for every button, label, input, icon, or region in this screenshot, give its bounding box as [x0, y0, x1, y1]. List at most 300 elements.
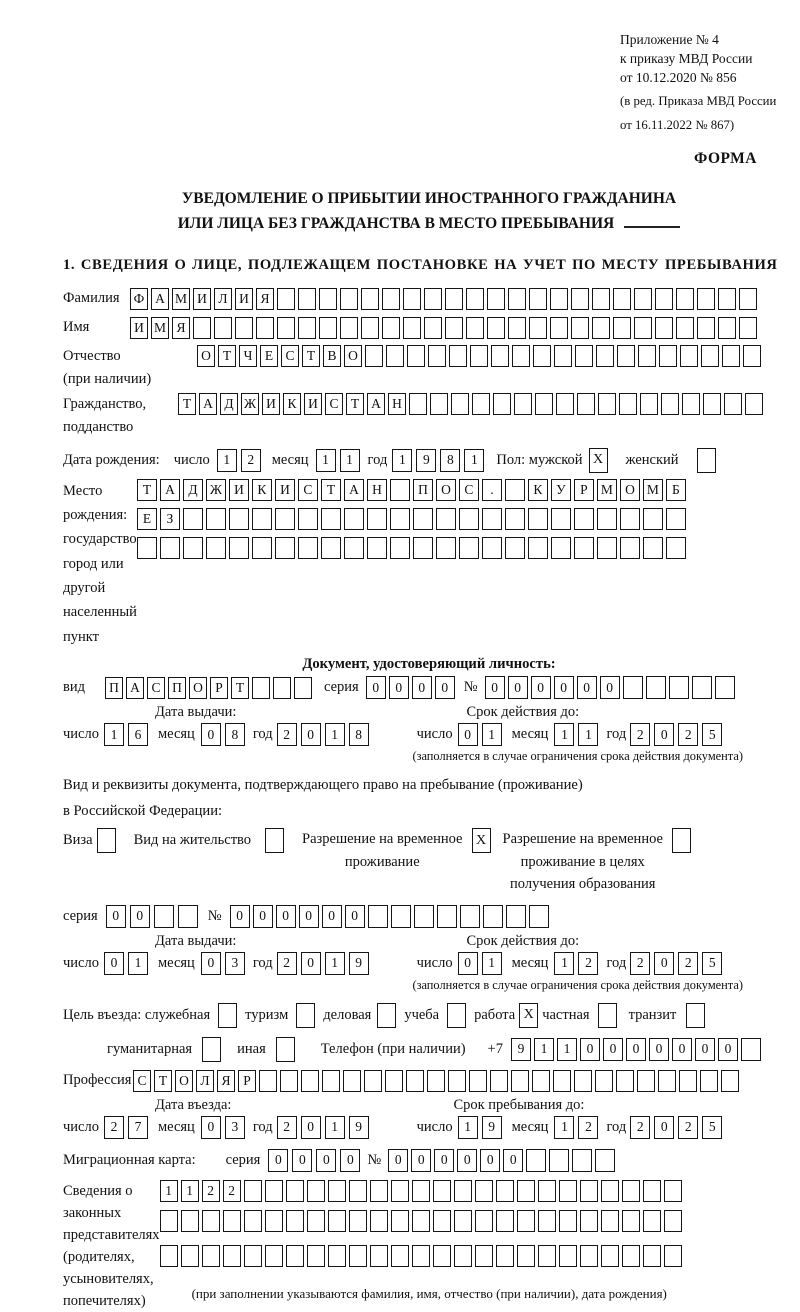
birth-place-char-box[interactable] — [597, 508, 617, 530]
patronymic-char-box[interactable] — [617, 345, 635, 367]
representative-char-box[interactable] — [307, 1180, 325, 1202]
doc-issue-year-box[interactable]: 0 — [301, 723, 321, 746]
citizenship-char-box[interactable] — [514, 393, 532, 415]
birth-place-char-box[interactable]: Ж — [206, 479, 226, 501]
birth-place-char-box[interactable] — [390, 479, 410, 501]
birth-place-char-box[interactable]: Д — [183, 479, 203, 501]
birth-place-char-box[interactable]: М — [643, 479, 663, 501]
representative-char-box[interactable]: 2 — [202, 1180, 220, 1202]
representative-char-box[interactable] — [349, 1210, 367, 1232]
given-name-char-box[interactable] — [697, 317, 715, 339]
migration-number-box[interactable] — [549, 1149, 569, 1172]
surname-char-box[interactable] — [361, 288, 379, 310]
phone-digit-box[interactable]: 0 — [649, 1038, 669, 1061]
representative-char-box[interactable] — [328, 1245, 346, 1267]
representative-char-box[interactable] — [664, 1210, 682, 1232]
birth-place-char-box[interactable]: О — [620, 479, 640, 501]
phone-digit-box[interactable]: 9 — [511, 1038, 531, 1061]
permit-number-box[interactable]: 0 — [322, 905, 342, 928]
birth-place-char-box[interactable] — [597, 537, 617, 559]
profession-char-box[interactable] — [259, 1070, 277, 1092]
representative-char-box[interactable] — [391, 1245, 409, 1267]
citizenship-char-box[interactable]: Т — [178, 393, 196, 415]
representative-char-box[interactable] — [538, 1210, 556, 1232]
permit-expiry-year-box[interactable]: 0 — [654, 952, 674, 975]
doc-type-char-box[interactable]: Т — [231, 677, 249, 699]
birth-place-char-box[interactable]: К — [528, 479, 548, 501]
citizenship-char-box[interactable] — [430, 393, 448, 415]
migration-series-box[interactable]: 0 — [268, 1149, 288, 1172]
migration-number-box[interactable]: 0 — [388, 1149, 408, 1172]
permit-number-box[interactable] — [529, 905, 549, 928]
doc-number-box[interactable] — [715, 676, 735, 699]
profession-char-box[interactable] — [574, 1070, 592, 1092]
birth-place-char-box[interactable] — [390, 537, 410, 559]
given-name-char-box[interactable] — [634, 317, 652, 339]
permit-number-box[interactable] — [437, 905, 457, 928]
representative-char-box[interactable] — [475, 1180, 493, 1202]
surname-char-box[interactable] — [508, 288, 526, 310]
given-name-char-box[interactable]: М — [151, 317, 169, 339]
permit-expiry-day-box[interactable]: 0 — [458, 952, 478, 975]
migration-number-box[interactable] — [572, 1149, 592, 1172]
birth-place-char-box[interactable] — [574, 537, 594, 559]
birth-place-char-box[interactable] — [505, 479, 525, 501]
profession-char-box[interactable]: Я — [217, 1070, 235, 1092]
citizenship-char-box[interactable] — [724, 393, 742, 415]
birth-place-char-box[interactable] — [482, 537, 502, 559]
given-name-char-box[interactable] — [256, 317, 274, 339]
surname-char-box[interactable] — [298, 288, 316, 310]
given-name-char-box[interactable]: И — [130, 317, 148, 339]
migration-series-box[interactable]: 0 — [316, 1149, 336, 1172]
representative-char-box[interactable] — [580, 1210, 598, 1232]
birth-place-char-box[interactable]: И — [229, 479, 249, 501]
birth-place-char-box[interactable]: С — [459, 479, 479, 501]
birth-year-box[interactable]: 8 — [440, 449, 460, 472]
doc-issue-month-box[interactable]: 8 — [225, 723, 245, 746]
migration-number-box[interactable]: 0 — [434, 1149, 454, 1172]
surname-char-box[interactable] — [319, 288, 337, 310]
surname-char-box[interactable] — [634, 288, 652, 310]
birth-place-char-box[interactable] — [206, 508, 226, 530]
patronymic-char-box[interactable] — [659, 345, 677, 367]
permit-issue-day-box[interactable]: 0 — [104, 952, 124, 975]
birth-place-char-box[interactable] — [183, 537, 203, 559]
doc-type-char-box[interactable]: А — [126, 677, 144, 699]
permit-expiry-year-box[interactable]: 2 — [678, 952, 698, 975]
representative-char-box[interactable] — [622, 1210, 640, 1232]
birth-place-char-box[interactable] — [436, 537, 456, 559]
migration-number-box[interactable]: 0 — [480, 1149, 500, 1172]
profession-char-box[interactable] — [553, 1070, 571, 1092]
citizenship-char-box[interactable] — [451, 393, 469, 415]
doc-series-box[interactable]: 0 — [435, 676, 455, 699]
citizenship-char-box[interactable]: К — [283, 393, 301, 415]
given-name-char-box[interactable] — [277, 317, 295, 339]
birth-place-char-box[interactable] — [505, 508, 525, 530]
doc-type-char-box[interactable]: П — [168, 677, 186, 699]
representative-char-box[interactable] — [475, 1210, 493, 1232]
doc-expiry-year-box[interactable]: 5 — [702, 723, 722, 746]
representative-char-box[interactable] — [391, 1180, 409, 1202]
profession-char-box[interactable]: Т — [154, 1070, 172, 1092]
doc-issue-year-box[interactable]: 1 — [325, 723, 345, 746]
doc-number-box[interactable] — [692, 676, 712, 699]
permit-series-box[interactable] — [154, 905, 174, 928]
birth-year-box[interactable]: 1 — [464, 449, 484, 472]
birth-place-char-box[interactable] — [183, 508, 203, 530]
citizenship-char-box[interactable]: А — [367, 393, 385, 415]
representative-char-box[interactable] — [454, 1210, 472, 1232]
birth-place-char-box[interactable] — [206, 537, 226, 559]
stay-until-year-box[interactable]: 2 — [678, 1116, 698, 1139]
patronymic-char-box[interactable] — [554, 345, 572, 367]
birth-place-char-box[interactable] — [666, 537, 686, 559]
doc-expiry-year-box[interactable]: 2 — [630, 723, 650, 746]
representative-char-box[interactable] — [286, 1245, 304, 1267]
profession-char-box[interactable] — [469, 1070, 487, 1092]
representative-char-box[interactable] — [601, 1245, 619, 1267]
doc-series-box[interactable]: 0 — [412, 676, 432, 699]
migration-number-box[interactable]: 0 — [457, 1149, 477, 1172]
representative-char-box[interactable] — [433, 1180, 451, 1202]
birth-place-char-box[interactable]: Е — [137, 508, 157, 530]
representative-char-box[interactable] — [265, 1180, 283, 1202]
representative-char-box[interactable] — [454, 1245, 472, 1267]
profession-char-box[interactable] — [427, 1070, 445, 1092]
given-name-char-box[interactable] — [739, 317, 757, 339]
permit-number-box[interactable] — [483, 905, 503, 928]
profession-char-box[interactable] — [637, 1070, 655, 1092]
migration-number-box[interactable]: 0 — [503, 1149, 523, 1172]
doc-number-box[interactable] — [669, 676, 689, 699]
citizenship-char-box[interactable] — [745, 393, 763, 415]
representative-char-box[interactable] — [160, 1210, 178, 1232]
permit-issue-day-box[interactable]: 1 — [128, 952, 148, 975]
other-checkbox[interactable] — [276, 1037, 295, 1062]
representative-char-box[interactable] — [223, 1245, 241, 1267]
doc-type-char-box[interactable] — [252, 677, 270, 699]
given-name-char-box[interactable] — [508, 317, 526, 339]
representative-char-box[interactable] — [370, 1210, 388, 1232]
profession-char-box[interactable] — [700, 1070, 718, 1092]
birth-place-char-box[interactable] — [482, 508, 502, 530]
representative-char-box[interactable] — [517, 1180, 535, 1202]
representative-char-box[interactable]: 2 — [223, 1180, 241, 1202]
surname-char-box[interactable] — [466, 288, 484, 310]
patronymic-char-box[interactable]: О — [197, 345, 215, 367]
doc-type-char-box[interactable] — [273, 677, 291, 699]
given-name-char-box[interactable] — [193, 317, 211, 339]
representative-char-box[interactable] — [391, 1210, 409, 1232]
profession-char-box[interactable] — [343, 1070, 361, 1092]
surname-char-box[interactable] — [550, 288, 568, 310]
birth-place-char-box[interactable] — [275, 537, 295, 559]
profession-char-box[interactable] — [490, 1070, 508, 1092]
birth-place-char-box[interactable] — [528, 537, 548, 559]
patronymic-char-box[interactable]: В — [323, 345, 341, 367]
birth-day-box[interactable]: 1 — [217, 449, 237, 472]
given-name-char-box[interactable] — [655, 317, 673, 339]
given-name-char-box[interactable] — [571, 317, 589, 339]
birth-place-char-box[interactable] — [459, 508, 479, 530]
doc-expiry-year-box[interactable]: 0 — [654, 723, 674, 746]
doc-number-box[interactable]: 0 — [531, 676, 551, 699]
representative-char-box[interactable] — [580, 1245, 598, 1267]
migration-series-box[interactable]: 0 — [292, 1149, 312, 1172]
birth-place-char-box[interactable] — [551, 537, 571, 559]
female-checkbox[interactable] — [697, 448, 716, 473]
entry-day-box[interactable]: 7 — [128, 1116, 148, 1139]
representative-char-box[interactable] — [286, 1180, 304, 1202]
representative-char-box[interactable] — [265, 1210, 283, 1232]
work-checkbox[interactable]: X — [519, 1003, 538, 1028]
birth-place-char-box[interactable]: С — [298, 479, 318, 501]
birth-place-char-box[interactable] — [643, 537, 663, 559]
given-name-char-box[interactable] — [235, 317, 253, 339]
patronymic-char-box[interactable]: Ч — [239, 345, 257, 367]
profession-char-box[interactable] — [322, 1070, 340, 1092]
birth-place-char-box[interactable] — [275, 508, 295, 530]
given-name-char-box[interactable]: Я — [172, 317, 190, 339]
surname-char-box[interactable] — [529, 288, 547, 310]
representative-char-box[interactable] — [412, 1180, 430, 1202]
given-name-char-box[interactable] — [529, 317, 547, 339]
representative-char-box[interactable]: 1 — [160, 1180, 178, 1202]
citizenship-char-box[interactable] — [472, 393, 490, 415]
phone-digit-box[interactable]: 0 — [580, 1038, 600, 1061]
birth-place-char-box[interactable]: И — [275, 479, 295, 501]
given-name-char-box[interactable] — [319, 317, 337, 339]
given-name-char-box[interactable] — [676, 317, 694, 339]
doc-type-char-box[interactable]: Р — [210, 677, 228, 699]
stay-until-month-box[interactable]: 2 — [578, 1116, 598, 1139]
surname-char-box[interactable]: М — [172, 288, 190, 310]
doc-number-box[interactable]: 0 — [554, 676, 574, 699]
representative-char-box[interactable] — [244, 1245, 262, 1267]
birth-place-char-box[interactable] — [413, 508, 433, 530]
given-name-char-box[interactable] — [298, 317, 316, 339]
representative-char-box[interactable] — [433, 1245, 451, 1267]
representative-char-box[interactable] — [244, 1210, 262, 1232]
permit-expiry-year-box[interactable]: 5 — [702, 952, 722, 975]
surname-char-box[interactable] — [592, 288, 610, 310]
representative-char-box[interactable] — [538, 1180, 556, 1202]
citizenship-char-box[interactable] — [619, 393, 637, 415]
representative-char-box[interactable] — [517, 1245, 535, 1267]
surname-char-box[interactable] — [340, 288, 358, 310]
birth-place-char-box[interactable] — [229, 537, 249, 559]
citizenship-char-box[interactable] — [535, 393, 553, 415]
representative-char-box[interactable] — [538, 1245, 556, 1267]
profession-char-box[interactable]: Р — [238, 1070, 256, 1092]
phone-digit-box[interactable]: 1 — [557, 1038, 577, 1061]
given-name-char-box[interactable] — [592, 317, 610, 339]
birth-place-char-box[interactable]: Н — [367, 479, 387, 501]
birth-place-char-box[interactable]: У — [551, 479, 571, 501]
representative-char-box[interactable] — [370, 1245, 388, 1267]
given-name-char-box[interactable] — [550, 317, 568, 339]
doc-expiry-day-box[interactable]: 0 — [458, 723, 478, 746]
business-checkbox[interactable] — [377, 1003, 396, 1028]
citizenship-char-box[interactable] — [409, 393, 427, 415]
citizenship-char-box[interactable] — [493, 393, 511, 415]
residence-permit-checkbox[interactable] — [265, 828, 284, 853]
doc-number-box[interactable] — [623, 676, 643, 699]
birth-month-box[interactable]: 1 — [340, 449, 360, 472]
given-name-char-box[interactable] — [424, 317, 442, 339]
doc-type-char-box[interactable]: С — [147, 677, 165, 699]
birth-place-char-box[interactable] — [620, 537, 640, 559]
permit-issue-month-box[interactable]: 3 — [225, 952, 245, 975]
permit-expiry-day-box[interactable]: 1 — [482, 952, 502, 975]
male-checkbox[interactable]: X — [589, 448, 608, 473]
profession-char-box[interactable] — [532, 1070, 550, 1092]
patronymic-char-box[interactable]: Е — [260, 345, 278, 367]
phone-digit-box[interactable]: 0 — [718, 1038, 738, 1061]
permit-number-box[interactable]: 0 — [345, 905, 365, 928]
patronymic-char-box[interactable] — [575, 345, 593, 367]
surname-char-box[interactable]: Я — [256, 288, 274, 310]
representative-char-box[interactable] — [433, 1210, 451, 1232]
patronymic-char-box[interactable] — [596, 345, 614, 367]
profession-char-box[interactable] — [448, 1070, 466, 1092]
patronymic-char-box[interactable] — [722, 345, 740, 367]
profession-char-box[interactable] — [406, 1070, 424, 1092]
representative-char-box[interactable] — [454, 1180, 472, 1202]
birth-place-char-box[interactable] — [459, 537, 479, 559]
surname-char-box[interactable] — [676, 288, 694, 310]
representative-char-box[interactable] — [412, 1210, 430, 1232]
citizenship-char-box[interactable]: С — [325, 393, 343, 415]
doc-number-box[interactable]: 0 — [600, 676, 620, 699]
representative-char-box[interactable] — [664, 1245, 682, 1267]
surname-char-box[interactable] — [277, 288, 295, 310]
profession-char-box[interactable] — [301, 1070, 319, 1092]
permit-expiry-month-box[interactable]: 2 — [578, 952, 598, 975]
birth-place-char-box[interactable]: К — [252, 479, 272, 501]
doc-type-char-box[interactable]: О — [189, 677, 207, 699]
citizenship-char-box[interactable]: Т — [346, 393, 364, 415]
profession-char-box[interactable] — [679, 1070, 697, 1092]
birth-place-char-box[interactable] — [160, 537, 180, 559]
entry-year-box[interactable]: 0 — [301, 1116, 321, 1139]
birth-place-char-box[interactable]: О — [436, 479, 456, 501]
birth-place-char-box[interactable]: А — [344, 479, 364, 501]
representative-char-box[interactable] — [517, 1210, 535, 1232]
birth-place-char-box[interactable] — [252, 537, 272, 559]
patronymic-char-box[interactable] — [512, 345, 530, 367]
birth-place-char-box[interactable] — [252, 508, 272, 530]
representative-char-box[interactable] — [643, 1180, 661, 1202]
representative-char-box[interactable] — [496, 1210, 514, 1232]
representative-char-box[interactable] — [286, 1210, 304, 1232]
birth-year-box[interactable]: 9 — [416, 449, 436, 472]
patronymic-char-box[interactable]: С — [281, 345, 299, 367]
representative-char-box[interactable] — [559, 1210, 577, 1232]
patronymic-char-box[interactable] — [365, 345, 383, 367]
profession-char-box[interactable]: Л — [196, 1070, 214, 1092]
stay-until-month-box[interactable]: 1 — [554, 1116, 574, 1139]
phone-digit-box[interactable]: 0 — [672, 1038, 692, 1061]
doc-series-box[interactable]: 0 — [389, 676, 409, 699]
citizenship-char-box[interactable] — [598, 393, 616, 415]
permit-expiry-month-box[interactable]: 1 — [554, 952, 574, 975]
patronymic-char-box[interactable] — [638, 345, 656, 367]
permit-issue-month-box[interactable]: 0 — [201, 952, 221, 975]
birth-place-char-box[interactable] — [436, 508, 456, 530]
permit-number-box[interactable] — [368, 905, 388, 928]
representative-char-box[interactable] — [580, 1180, 598, 1202]
birth-place-char-box[interactable] — [413, 537, 433, 559]
patronymic-char-box[interactable] — [449, 345, 467, 367]
surname-char-box[interactable] — [718, 288, 736, 310]
representative-char-box[interactable] — [181, 1245, 199, 1267]
entry-day-box[interactable]: 2 — [104, 1116, 124, 1139]
doc-issue-day-box[interactable]: 6 — [128, 723, 148, 746]
profession-char-box[interactable] — [721, 1070, 739, 1092]
representative-char-box[interactable] — [181, 1210, 199, 1232]
patronymic-char-box[interactable] — [407, 345, 425, 367]
doc-type-char-box[interactable] — [294, 677, 312, 699]
representative-char-box[interactable] — [496, 1245, 514, 1267]
entry-year-box[interactable]: 2 — [277, 1116, 297, 1139]
stay-until-day-box[interactable]: 9 — [482, 1116, 502, 1139]
permit-issue-year-box[interactable]: 9 — [349, 952, 369, 975]
permit-number-box[interactable]: 0 — [230, 905, 250, 928]
stay-until-day-box[interactable]: 1 — [458, 1116, 478, 1139]
surname-char-box[interactable] — [655, 288, 673, 310]
representative-char-box[interactable] — [328, 1180, 346, 1202]
entry-month-box[interactable]: 3 — [225, 1116, 245, 1139]
patronymic-char-box[interactable] — [428, 345, 446, 367]
representative-char-box[interactable] — [559, 1245, 577, 1267]
patronymic-char-box[interactable] — [386, 345, 404, 367]
representative-char-box[interactable] — [370, 1180, 388, 1202]
transit-checkbox[interactable] — [686, 1003, 705, 1028]
patronymic-char-box[interactable] — [680, 345, 698, 367]
representative-char-box[interactable] — [622, 1180, 640, 1202]
representative-char-box[interactable] — [244, 1180, 262, 1202]
birth-place-char-box[interactable]: Р — [574, 479, 594, 501]
entry-year-box[interactable]: 9 — [349, 1116, 369, 1139]
birth-place-char-box[interactable]: А — [160, 479, 180, 501]
birth-place-char-box[interactable] — [643, 508, 663, 530]
surname-char-box[interactable] — [487, 288, 505, 310]
birth-place-char-box[interactable] — [321, 537, 341, 559]
citizenship-char-box[interactable] — [556, 393, 574, 415]
patronymic-char-box[interactable]: Т — [302, 345, 320, 367]
temp-residence-checkbox[interactable]: X — [472, 828, 491, 853]
permit-number-box[interactable]: 0 — [299, 905, 319, 928]
birth-place-char-box[interactable] — [620, 508, 640, 530]
representative-char-box[interactable] — [643, 1245, 661, 1267]
permit-issue-year-box[interactable]: 2 — [277, 952, 297, 975]
representative-char-box[interactable] — [643, 1210, 661, 1232]
birth-place-char-box[interactable]: З — [160, 508, 180, 530]
representative-char-box[interactable] — [223, 1210, 241, 1232]
surname-char-box[interactable] — [403, 288, 421, 310]
permit-series-box[interactable]: 0 — [130, 905, 150, 928]
permit-number-box[interactable]: 0 — [276, 905, 296, 928]
surname-char-box[interactable]: Ф — [130, 288, 148, 310]
representative-char-box[interactable] — [496, 1180, 514, 1202]
citizenship-char-box[interactable] — [703, 393, 721, 415]
surname-char-box[interactable] — [739, 288, 757, 310]
visa-checkbox[interactable] — [97, 828, 116, 853]
surname-char-box[interactable]: И — [193, 288, 211, 310]
